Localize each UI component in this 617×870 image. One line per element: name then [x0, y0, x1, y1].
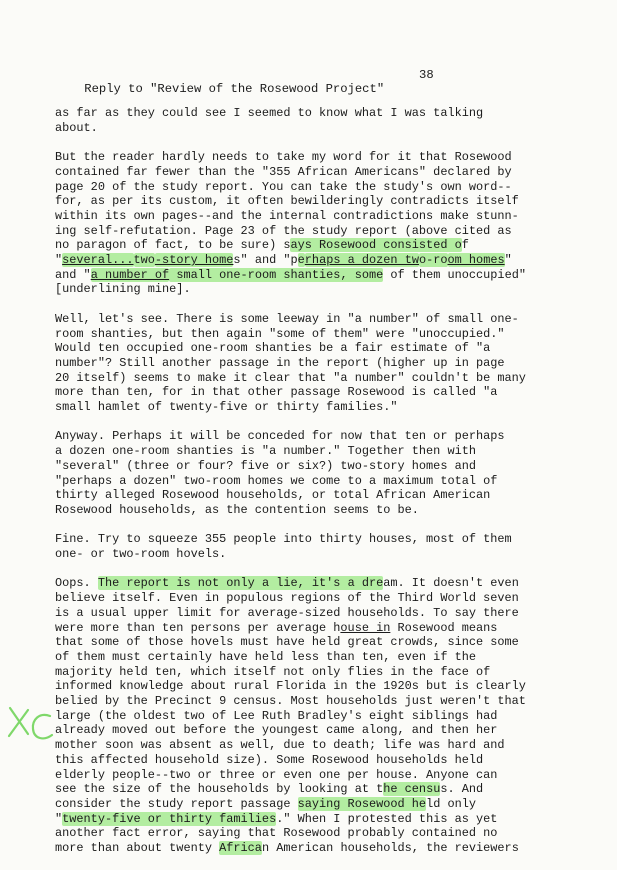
text-line: page 20 of the study report. You can take the study's own word-- [55, 179, 512, 194]
text-line: But the reader hardly needs to take my word for it that Rosewood [55, 150, 512, 165]
highlighted-text: om homes [447, 253, 505, 268]
text-line: as far as they could see I seemed to know what I was talking [55, 106, 484, 120]
text-line: number"? Still another passage in the report (higher up in page [55, 355, 505, 370]
text-line: within its own pages--and the internal contradictions make stunn- [55, 208, 519, 223]
text-line: "several...two-story homes" and "perhaps a dozen two-room homes" [55, 253, 512, 268]
underlined-text: ouse in [340, 620, 391, 635]
text-line: [underlining mine]. [55, 282, 191, 297]
highlighted-text: small one-room shanties, some [169, 267, 384, 282]
highlighted-text: a number of [90, 267, 170, 282]
text-line: small hamlet of twenty-five or thirty families." [55, 400, 398, 415]
text-line: about. [55, 120, 98, 135]
text-line: for, as per its custom, it often bewilderingly contradicts itself [55, 194, 519, 209]
text-line: and "a number of small one-room shanties, some of them unoccupied" [55, 267, 526, 282]
paragraph [55, 150, 575, 297]
paragraph [55, 312, 575, 415]
text-line: Fine. Try to squeeze 355 people into thirty houses, most of them [55, 532, 512, 547]
text-line: 20 itself) seems to make it clear that "a number" couldn't be many [55, 370, 526, 385]
text-line: another fact error, saying that Rosewood probably contained no [55, 826, 498, 841]
text-line: this affected household size). Some Rosewood households held [55, 752, 484, 767]
document-body [55, 106, 575, 870]
text-line: Anyway. Perhaps it will be conceded for now that ten or perhaps [55, 429, 505, 444]
text-line: already moved out before the youngest came along, and then her [55, 723, 498, 738]
text-line: elderly people--two or three or even one per house. Anyone can [55, 767, 498, 782]
text-line: is a usual upper limit for average-sized households. To say there [55, 605, 519, 620]
highlighted-text: Africa [219, 841, 262, 856]
text-line: of them must certainly have held less than ten, even if the [55, 649, 476, 664]
text-line: were more than ten persons per average house in Rosewood means [55, 620, 498, 635]
text-line: room shanties, but then again "some of them" were "unoccupied." [55, 326, 505, 341]
text-line: "perhaps a dozen" two-room homes we come to a maximum total of [55, 473, 498, 488]
paragraph [55, 576, 575, 855]
text-line: "twenty-five or thirty families." When I protested this as yet [55, 811, 498, 826]
highlighted-text: o-ro [418, 253, 448, 268]
text-line: one- or two-room hovels. [55, 547, 227, 562]
paragraph [55, 106, 575, 135]
text-line: Rosewood households, as the contention seems to be. [55, 502, 419, 517]
text-line: Would ten occupied one-room shanties be a fair estimate of "a [55, 341, 491, 356]
text-line: ing self-refutation. Page 23 of the study report (above cited as [55, 223, 512, 238]
text-line: consider the study report passage saying Rosewood held only [55, 796, 477, 811]
text-line: "several" (three or four? five or six?) two-story homes and [55, 458, 476, 473]
handwritten-xc-mark [6, 700, 62, 750]
highlighted-text: saying Rosewood he [297, 796, 427, 811]
text-line: no paragon of fact, to be sure) says Rosewood consisted of [55, 238, 469, 253]
text-line: believe itself. Even in populous regions of the Third World seven [55, 591, 519, 606]
text-line: informed knowledge about rural Florida in the 1920s but is clearly [55, 679, 526, 694]
text-line: that some of those hovels must have held great crowds, since some [55, 635, 519, 650]
text-line: more than ten, for in that other passage Rosewood is called "a [55, 385, 498, 400]
highlighted-text: two [133, 253, 155, 268]
text-line: contained far fewer than the "355 African Americans" declared by [55, 164, 512, 179]
highlighted-text: he censu [383, 782, 441, 797]
highlighted-text: ays Rosewood consisted o [290, 238, 462, 253]
paragraph [55, 532, 575, 561]
highlighted-text: twenty-five or thirty families [62, 811, 277, 826]
text-line: Oops. The report is not only a lie, it's a dream. It doesn't even [55, 576, 519, 591]
page-number: 38 [419, 68, 434, 82]
highlighted-text: -story home [154, 253, 234, 268]
text-line: belied by the Precinct 9 census. Most households just weren't that [55, 694, 526, 709]
text-line: thirty alleged Rosewood households, or total African American [55, 488, 491, 503]
text-line: large (the oldest two of Lee Ruth Bradley's eight siblings had [55, 708, 498, 723]
text-line: mother soon was absent as well, due to death; life was hard and [55, 738, 505, 753]
text-line: a dozen one-room shanties is "a number." Together then with [55, 444, 476, 459]
header-title: Reply to "Review of the Rosewood Project" [84, 82, 385, 96]
highlighted-text: several... [62, 253, 134, 268]
text-line: more than about twenty African American households, the reviewers [55, 841, 519, 856]
highlighted-text: e [297, 253, 305, 268]
highlighted-text: rhaps a dozen tw [304, 253, 419, 268]
highlighted-text: The report is not only a lie, it's a dre [97, 576, 384, 591]
text-line: Well, let's see. There is some leeway in "a number" of small one- [55, 311, 519, 326]
paragraph [55, 429, 575, 517]
text-line: majority held ten, which itself not only flies in the face of [55, 664, 491, 679]
text-line: see the size of the households by looking at the census. And [55, 782, 484, 797]
